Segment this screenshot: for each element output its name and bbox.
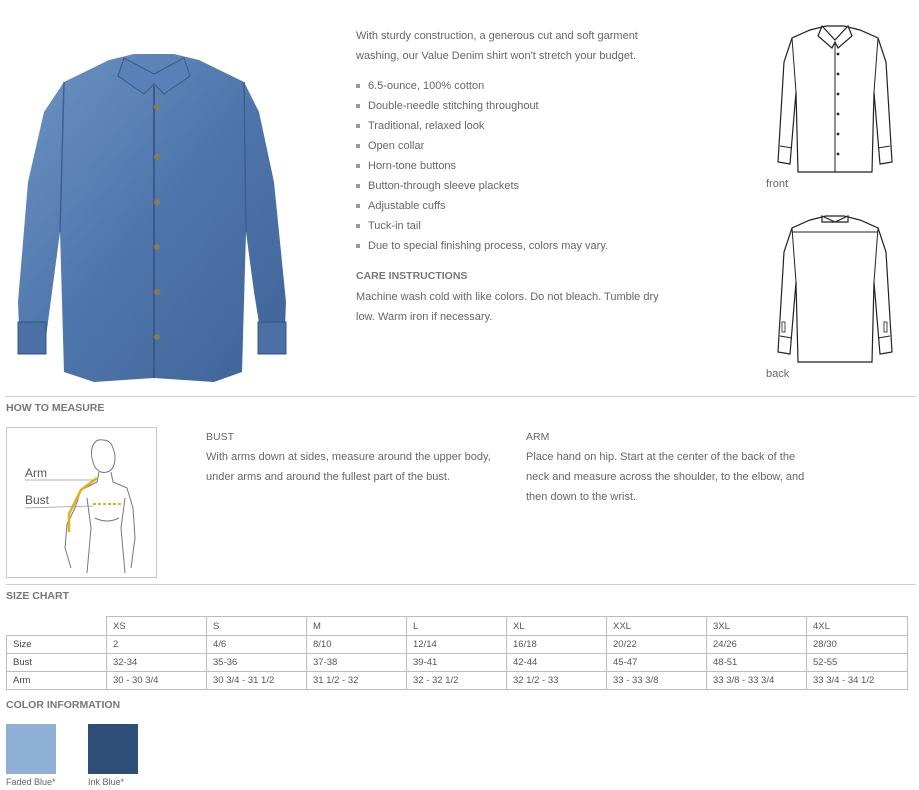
feature-item bbox=[356, 96, 608, 116]
measure-figure bbox=[6, 427, 157, 578]
shirt-product-image bbox=[14, 52, 289, 384]
color-swatch-faded-blue[interactable] bbox=[6, 724, 56, 774]
table-cell: 52-55 bbox=[807, 654, 908, 672]
swatch-label: Faded Blue* bbox=[6, 777, 56, 787]
feature-list bbox=[356, 76, 608, 256]
feature-text: Horn-tone buttons bbox=[368, 160, 457, 172]
size-column-header: XS bbox=[107, 617, 207, 636]
bust-heading: BUST bbox=[206, 431, 235, 443]
feature-item bbox=[356, 156, 608, 176]
size-column-header: M bbox=[307, 617, 407, 636]
size-chart-table bbox=[6, 616, 908, 690]
table-cell: 35-36 bbox=[207, 654, 307, 672]
bullet-icon bbox=[356, 144, 360, 148]
table-cell: 2 bbox=[107, 636, 207, 654]
section-divider bbox=[6, 584, 916, 585]
bust-figure-label: Bust bbox=[25, 493, 50, 507]
size-column-header: XXL bbox=[607, 617, 707, 636]
shirt-back-sketch bbox=[776, 212, 894, 364]
arm-instructions: Place hand on hip. Start at the center of the back of the neck and measure across the shoulder, to the elbow, and then down to the wrist. bbox=[526, 451, 805, 503]
table-cell: 30 3/4 - 31 1/2 bbox=[207, 672, 307, 690]
row-label: Arm bbox=[7, 672, 107, 690]
feature-text: Double-needle stitching throughout bbox=[368, 100, 539, 112]
table-cell: 32-34 bbox=[107, 654, 207, 672]
table-cell: 8/10 bbox=[307, 636, 407, 654]
feature-text: Tuck-in tail bbox=[368, 220, 421, 232]
back-label: back bbox=[766, 368, 790, 380]
section-divider bbox=[6, 396, 916, 397]
table-cell: 45-47 bbox=[607, 654, 707, 672]
feature-text: 6.5-ounce, 100% cotton bbox=[368, 80, 485, 92]
size-chart-title: SIZE CHART bbox=[6, 590, 69, 602]
bullet-icon bbox=[356, 124, 360, 128]
bullet-icon bbox=[356, 224, 360, 228]
table-cell: 39-41 bbox=[407, 654, 507, 672]
front-label: front bbox=[766, 178, 789, 190]
feature-item bbox=[356, 236, 608, 256]
feature-text: Open collar bbox=[368, 140, 425, 152]
feature-item bbox=[356, 136, 608, 156]
table-cell: 24/26 bbox=[707, 636, 807, 654]
table-cell: 33 - 33 3/8 bbox=[607, 672, 707, 690]
row-label: Size bbox=[7, 636, 107, 654]
feature-item bbox=[356, 76, 608, 96]
row-label: Bust bbox=[7, 654, 107, 672]
feature-item bbox=[356, 116, 608, 136]
feature-text: Adjustable cuffs bbox=[368, 200, 446, 212]
arm-figure-label: Arm bbox=[25, 466, 47, 480]
table-cell: 33 3/8 - 33 3/4 bbox=[707, 672, 807, 690]
color-swatch-ink-blue[interactable] bbox=[88, 724, 138, 774]
how-to-measure-title: HOW TO MEASURE bbox=[6, 402, 105, 414]
size-header-row bbox=[7, 617, 908, 636]
table-cell: 42-44 bbox=[507, 654, 607, 672]
table-corner bbox=[7, 617, 107, 636]
feature-text: Traditional, relaxed look bbox=[368, 120, 485, 132]
bust-instructions: With arms down at sides, measure around the upper body, under arms and around the fullest part of the bust. bbox=[206, 451, 491, 483]
table-cell: 48-51 bbox=[707, 654, 807, 672]
table-cell: 30 - 30 3/4 bbox=[107, 672, 207, 690]
table-cell: 32 1/2 - 33 bbox=[507, 672, 607, 690]
table-row bbox=[7, 654, 908, 672]
bullet-icon bbox=[356, 244, 360, 248]
table-cell: 12/14 bbox=[407, 636, 507, 654]
table-cell: 37-38 bbox=[307, 654, 407, 672]
feature-item bbox=[356, 196, 608, 216]
shirt-front-sketch bbox=[776, 22, 894, 174]
arm-heading: ARM bbox=[526, 431, 550, 443]
table-cell: 20/22 bbox=[607, 636, 707, 654]
table-cell: 16/18 bbox=[507, 636, 607, 654]
size-column-header: XL bbox=[507, 617, 607, 636]
table-cell: 31 1/2 - 32 bbox=[307, 672, 407, 690]
care-text: Machine wash cold with like colors. Do not bleach. Tumble dry low. Warm iron if necessary. bbox=[356, 291, 659, 323]
feature-text: Button-through sleeve plackets bbox=[368, 180, 520, 192]
bullet-icon bbox=[356, 204, 360, 208]
care-heading: CARE INSTRUCTIONS bbox=[356, 270, 468, 282]
bullet-icon bbox=[356, 104, 360, 108]
feature-item bbox=[356, 176, 608, 196]
table-cell: 4/6 bbox=[207, 636, 307, 654]
table-row bbox=[7, 636, 908, 654]
size-column-header: 4XL bbox=[807, 617, 908, 636]
table-cell: 32 - 32 1/2 bbox=[407, 672, 507, 690]
bullet-icon bbox=[356, 164, 360, 168]
table-cell: 28/30 bbox=[807, 636, 908, 654]
bullet-icon bbox=[356, 84, 360, 88]
bullet-icon bbox=[356, 184, 360, 188]
swatch-label: Ink Blue* bbox=[88, 777, 125, 787]
size-column-header: L bbox=[407, 617, 507, 636]
table-cell: 33 3/4 - 34 1/2 bbox=[807, 672, 908, 690]
feature-item bbox=[356, 216, 608, 236]
size-column-header: S bbox=[207, 617, 307, 636]
size-column-header: 3XL bbox=[707, 617, 807, 636]
table-row bbox=[7, 672, 908, 690]
color-information-title: COLOR INFORMATION bbox=[6, 699, 121, 711]
product-intro: With sturdy construction, a generous cut and soft garment washing, our Value Denim shirt won't stretch your budget. bbox=[356, 30, 638, 62]
feature-text: Due to special finishing process, colors may vary. bbox=[368, 240, 609, 252]
